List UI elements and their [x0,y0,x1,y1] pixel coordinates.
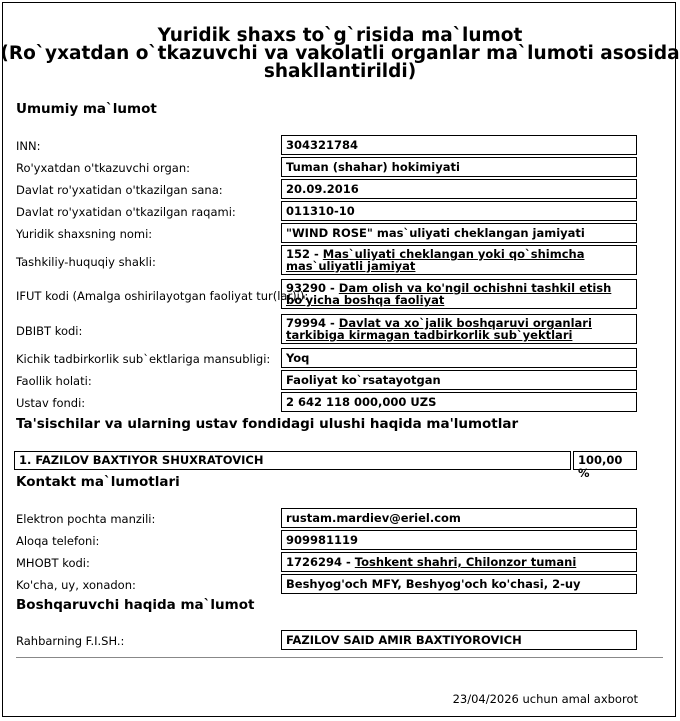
field-value-entity-name: "WIND ROSE" mas`uliyati cheklangan jamiyati [281,223,637,243]
field-value-ifut-code: 93290 - Dam olish va ko'ngil ochishni tashkil etish bo'yicha boshqa faoliyat [281,279,637,309]
field-value-email: rustam.mardiev@eriel.com [281,508,637,528]
field-label-address: Ko'cha, uy, xonadon: [16,578,136,592]
field-label-legal-form: Tashkiliy-huquqiy shakli: [16,255,156,269]
section-contacts-heading: Kontakt ma`lumotlari [16,474,180,490]
field-value-charter-capital: 2 642 118 000,000 UZS [281,392,637,412]
field-value-director-name: FAZILOV SAID AMIR BAXTIYOROVICH [281,630,637,650]
field-value-registering-organ: Tuman (shahar) hokimiyati [281,157,637,177]
field-label-small-business: Kichik tadbirkorlik sub`ektlariga mansubligi: [16,352,271,366]
field-value-mhobt-code: 1726294 - Toshkent shahri, Chilonzor tumani [281,552,637,572]
footer-date-note: 23/04/2026 uchun amal axborot [452,692,638,706]
field-label-phone: Aloqa telefoni: [16,534,100,548]
field-label-registering-organ: Ro'yxatdan o'tkazuvchi organ: [16,161,191,175]
field-label-ifut-code: IFUT kodi (Amalga oshirilayotgan faoliyat tur(lar)i): [16,289,309,303]
founder-name: 1. FAZILOV BAXTIYOR SHUXRATOVICH [14,451,571,470]
mhobt-code-link[interactable]: Toshkent shahri, Chilonzor tumani [354,555,577,569]
divider [16,657,663,658]
field-value-legal-form: 152 - Mas`uliyati cheklangan yoki qo`shimcha mas`uliyatli jamiyat [281,245,637,275]
field-label-dbibt-code: DBIBT kodi: [16,324,83,338]
dbibt-code-link[interactable]: Davlat va xo`jalik boshqaruvi organlari tarkibiga kirmagan tadbirkorlik sub`yektlari [286,316,592,342]
legal-form-link[interactable]: Mas`uliyati cheklangan yoki qo`shimcha mas`uliyatli jamiyat [286,247,585,273]
section-founders-heading: Ta'sischilar va ularning ustav fondidagi ulushi haqida ma'lumotlar [16,416,519,432]
field-value-inn: 304321784 [281,135,637,155]
field-label-activity-status: Faollik holati: [16,374,92,388]
field-value-registration-number: 011310-10 [281,201,637,221]
field-label-mhobt-code: MHOBT kodi: [16,556,90,570]
document-title [0,27,680,81]
field-value-small-business: Yoq [281,348,637,368]
field-label-charter-capital: Ustav fondi: [16,396,86,410]
field-value-phone: 909981119 [281,530,637,550]
field-label-director-name: Rahbarning F.I.SH.: [16,634,125,648]
founder-share: 100,00 % [573,451,637,470]
field-label-email: Elektron pochta manzili: [16,512,156,526]
field-value-activity-status: Faoliyat ko`rsatayotgan [281,370,637,390]
field-label-inn: INN: [16,139,41,153]
field-value-registration-date: 20.09.2016 [281,179,637,199]
section-management-heading: Boshqaruvchi haqida ma`lumot [16,597,255,613]
section-general-heading: Umumiy ma`lumot [16,101,157,117]
title-line-3: shakllantirildi) [263,61,417,82]
field-value-dbibt-code: 79994 - Davlat va xo`jalik boshqaruvi organlari tarkibiga kirmagan tadbirkorlik sub`yektlari [281,314,637,344]
ifut-code-link[interactable]: Dam olish va ko'ngil ochishni tashkil etish bo'yicha boshqa faoliyat [286,281,612,307]
field-value-address: Beshyog'och MFY, Beshyog'och ko'chasi, 2-uy [281,574,637,594]
field-label-registration-number: Davlat ro'yxatidan o'tkazilgan raqami: [16,205,236,219]
title-line-1: Yuridik shaxs to`g`risida ma`lumot [157,25,523,46]
title-line-2: (Ro`yxatdan o`tkazuvchi va vakolatli organlar ma`lumoti asosida [0,43,680,64]
field-label-entity-name: Yuridik shaxsning nomi: [16,227,153,241]
field-label-registration-date: Davlat ro'yxatidan o'tkazilgan sana: [16,183,223,197]
